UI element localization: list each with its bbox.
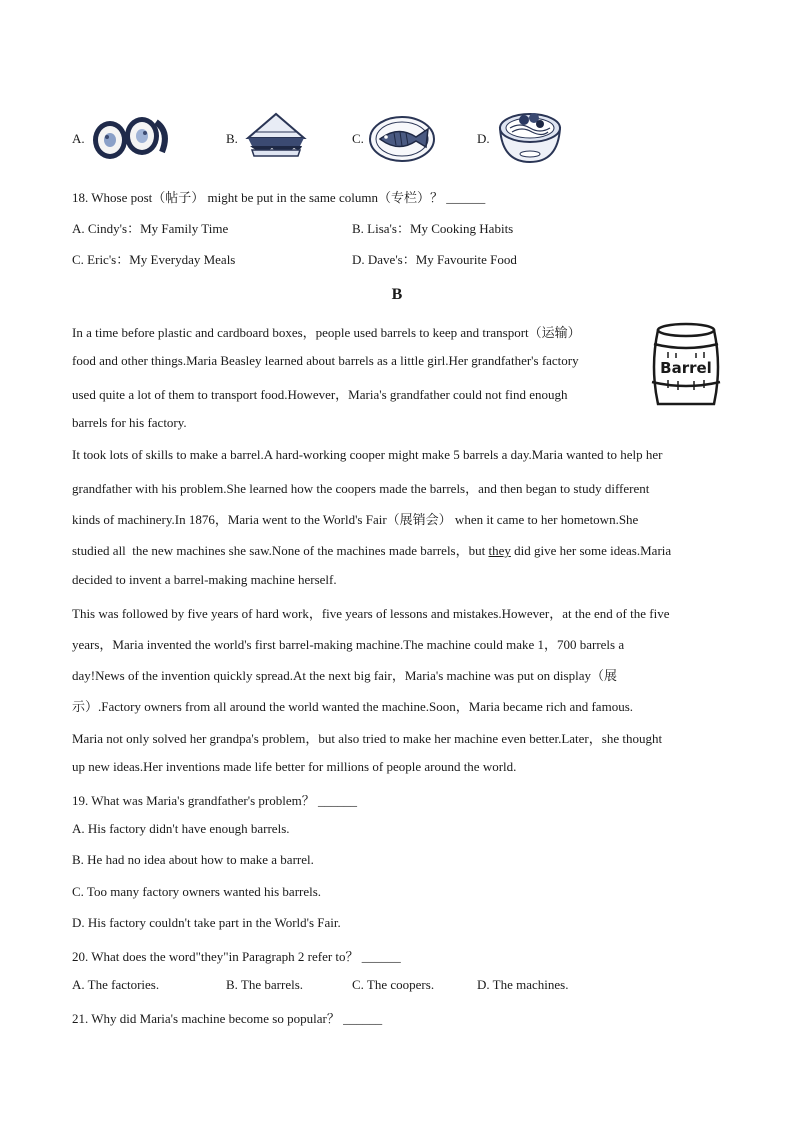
passage-p4-line2: up new ideas.Her inventions made life better for millions of people around the world. bbox=[72, 759, 517, 774]
fish-on-plate-icon bbox=[368, 113, 436, 167]
passage-p2-line5: decided to invent a barrel-making machine herself. bbox=[72, 572, 337, 587]
option-d-label: D. bbox=[477, 131, 490, 146]
q18-question: 18. Whose post（帖子） might be put in the same column（专栏）？ ______ bbox=[72, 190, 486, 205]
noodle-bowl-icon bbox=[496, 106, 564, 170]
q21-question: 21. Why did Maria's machine become so popular？ ______ bbox=[72, 1011, 383, 1026]
passage-p2-line1: It took lots of skills to make a barrel.A hard-working cooper might make 5 barrels a day.Maria wanted to help her bbox=[72, 447, 663, 462]
q20-question: 20. What does the word"they"in Paragraph 2 refer to？ ______ bbox=[72, 949, 401, 964]
q20-option-a: A. The factories. bbox=[72, 977, 160, 992]
barrel-icon bbox=[648, 322, 724, 416]
sandwich-icon bbox=[242, 110, 310, 166]
q19-option-a: A. His factory didn't have enough barrels. bbox=[72, 821, 290, 836]
passage-p1-line1: In a time before plastic and cardboard boxes，people used barrels to keep and transport（运输） bbox=[72, 325, 581, 340]
q19-option-d: D. His factory couldn't take part in the World's Fair. bbox=[72, 915, 341, 930]
q20-option-c: C. The coopers. bbox=[352, 977, 435, 992]
passage-p2-line4-end: did give her some ideas.Maria bbox=[510, 543, 672, 558]
passage-p4-line1: Maria not only solved her grandpa's problem，but also tried to make her machine even better.Later，she thought bbox=[72, 731, 663, 746]
option-c-label: C. bbox=[352, 131, 364, 146]
q20-option-d: D. The machines. bbox=[477, 977, 569, 992]
passage-p2-line4 bbox=[72, 540, 671, 559]
sushi-roll-icon bbox=[90, 112, 172, 166]
q18-option-d: D. Dave's：My Favourite Food bbox=[352, 252, 517, 267]
passage-p3-line4: 示）.Factory owners from all around the world wanted the machine.Soon，Maria became rich and famous. bbox=[72, 699, 633, 714]
passage-p1-line4: barrels for his factory. bbox=[72, 415, 187, 430]
option-b-label: B. bbox=[226, 131, 238, 146]
q19-option-b: B. He had no idea about how to make a barrel. bbox=[72, 852, 314, 867]
q18-option-a: A. Cindy's：My Family Time bbox=[72, 221, 229, 236]
barrel-label: Barrel bbox=[660, 359, 712, 377]
passage-p3-line2: years，Maria invented the world's first barrel-making machine.The machine could make 1，700 barrels a bbox=[72, 637, 625, 652]
passage-p3-line1: This was followed by five years of hard work，five years of lessons and mistakes.However，at the end of the five bbox=[72, 606, 670, 621]
section-heading: B bbox=[391, 286, 403, 303]
passage-p1-line3: used quite a lot of them to transport food.However，Maria's grandfather could not find enough bbox=[72, 387, 568, 402]
q18-option-b: B. Lisa's：My Cooking Habits bbox=[352, 221, 514, 236]
passage-p2-line3: kinds of machinery.In 1876，Maria went to the World's Fair（展销会） when it came to her hometown.She bbox=[72, 512, 639, 527]
q19-question: 19. What was Maria's grandfather's problem？ ______ bbox=[72, 793, 357, 808]
passage-p2-line4-start: studied all the new machines she saw.None of the machines made barrels，but bbox=[72, 543, 489, 558]
underlined-word-they: they bbox=[488, 543, 511, 558]
passage-p2-line2: grandfather with his problem.She learned how the coopers made the barrels，and then began to study different bbox=[72, 481, 650, 496]
q20-option-b: B. The barrels. bbox=[226, 977, 304, 992]
q18-option-c: C. Eric's：My Everyday Meals bbox=[72, 252, 236, 267]
passage-p3-line3: day!News of the invention quickly spread.At the next big fair，Maria's machine was put on display（展 bbox=[72, 668, 617, 683]
passage-p1-line2: food and other things.Maria Beasley learned about barrels as a little girl.Her grandfather's factory bbox=[72, 353, 579, 368]
q19-option-c: C. Too many factory owners wanted his barrels. bbox=[72, 884, 322, 899]
option-a-label: A. bbox=[72, 131, 85, 146]
